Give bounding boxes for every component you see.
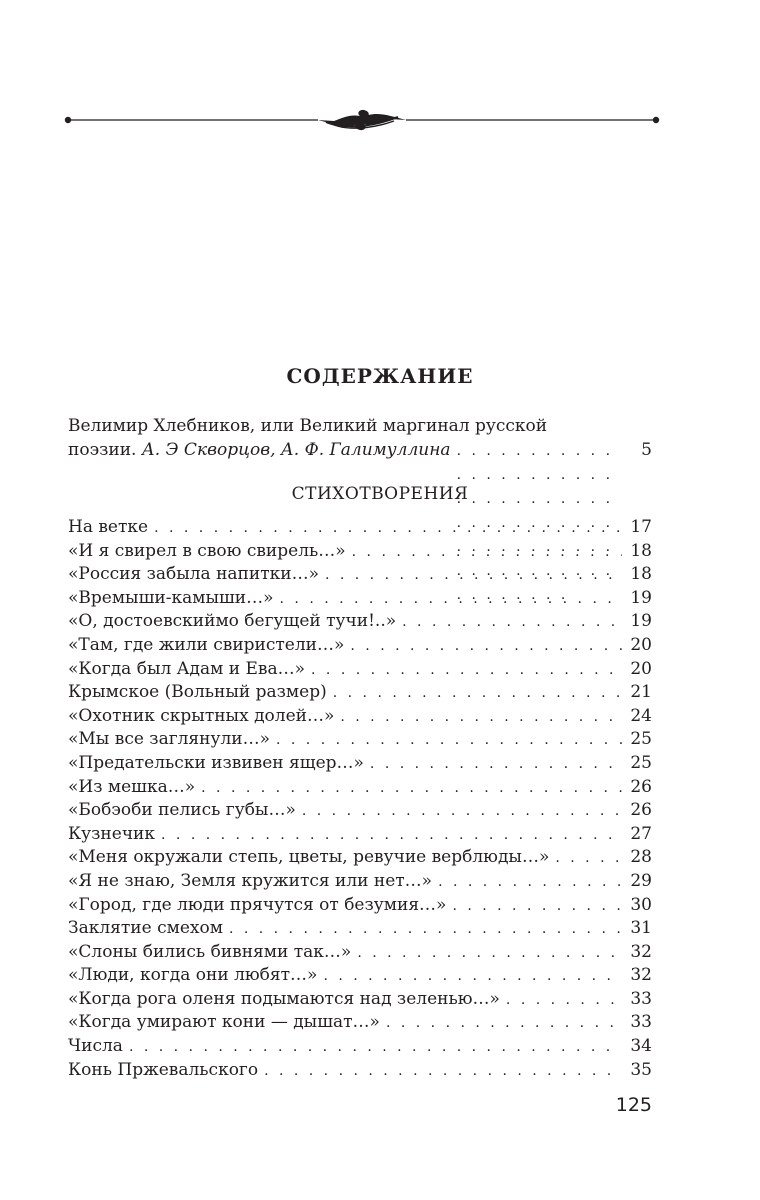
dot-leader	[350, 635, 622, 659]
dot-leader	[386, 1012, 622, 1036]
toc-entry-page: 25	[630, 752, 652, 773]
toc-entry[interactable]	[68, 870, 652, 894]
toc-entry-title: «Когда умирают кони — дышат…»	[68, 1012, 380, 1033]
toc-entry-title: «Когда рога оленя подымаются над зеленью…»	[68, 988, 500, 1009]
dot-leader	[280, 588, 622, 612]
toc-entry-page: 33	[630, 988, 652, 1009]
toc-entry[interactable]	[68, 823, 652, 847]
dot-leader	[229, 918, 622, 942]
toc-entry-title: Числа	[68, 1036, 123, 1057]
toc-entry[interactable]	[68, 846, 652, 870]
page-title: СОДЕРЖАНИЕ	[286, 364, 474, 388]
toc-entry[interactable]	[68, 752, 652, 776]
toc-entry-title: «Бобэоби пелись губы…»	[68, 800, 296, 821]
page-number: 125	[615, 1094, 652, 1116]
toc-entry-title: Крымское (Вольный размер)	[68, 682, 327, 703]
toc-entry-title: «Слоны бились бивнями так…»	[68, 941, 352, 962]
toc-entry[interactable]	[68, 776, 652, 800]
toc-entry-page: 18	[630, 540, 652, 561]
toc-entry-page: 32	[630, 941, 652, 962]
dot-leader	[161, 824, 622, 848]
toc-entry-page: 26	[630, 800, 652, 821]
dot-leader	[370, 753, 622, 777]
toc-entry-title: На ветке	[68, 517, 149, 537]
dot-leader	[340, 706, 622, 730]
dot-leader	[264, 1060, 622, 1084]
toc-entry[interactable]	[68, 988, 652, 1012]
dot-leader	[311, 659, 622, 683]
dot-leader	[438, 871, 622, 895]
dot-leader	[333, 682, 622, 706]
toc-entry-title: «Из мешка…»	[68, 776, 196, 797]
toc-entry-page: 18	[630, 564, 652, 585]
toc-entry-page: 33	[630, 1012, 652, 1033]
toc-entry-title: «Охотник скрытных долей…»	[68, 705, 335, 726]
dot-leader	[506, 989, 622, 1013]
toc-entry-page: 20	[630, 634, 652, 655]
toc-entry-page: 19	[630, 611, 652, 632]
intro-line-1: Велимир Хлебников, или Великий маргинал русской	[68, 416, 548, 436]
toc-entry[interactable]	[68, 1011, 652, 1035]
toc-entry-page: 30	[630, 894, 652, 915]
toc-entry[interactable]	[68, 563, 652, 587]
dot-leader	[555, 847, 622, 871]
toc-entry[interactable]	[68, 516, 652, 540]
toc-entry[interactable]	[68, 728, 652, 752]
toc-entry-page: 27	[630, 823, 652, 844]
toc-entry-title: «Мы все заглянули…»	[68, 729, 270, 750]
toc-entry-page: 17	[630, 517, 652, 537]
dot-leader	[352, 541, 622, 565]
toc-entry-page: 26	[630, 776, 652, 797]
toc-entry-page: 25	[630, 729, 652, 750]
intro-authors: А. Э Скворцов, А. Ф. Галимуллина	[141, 440, 451, 460]
dot-leader	[452, 895, 622, 919]
toc-entry[interactable]	[68, 941, 652, 965]
toc-entry-title: «Я не знаю, Земля кружится или нет…»	[68, 870, 433, 891]
toc-entry-title: «Меня окружали степь, цветы, ревучие верблюды…»	[68, 847, 550, 868]
toc-entry[interactable]	[68, 1059, 652, 1083]
dot-leader	[325, 564, 622, 588]
toc-entry-page: 29	[630, 870, 652, 891]
toc-entry-page: 32	[630, 965, 652, 986]
dot-leader	[276, 729, 622, 753]
toc-entry-title: «Люди, когда они любят…»	[68, 965, 318, 986]
toc-entry-title: Заклятие смехом	[68, 918, 223, 939]
toc-entry-title: «И я свирел в свою свирель…»	[68, 540, 346, 561]
dot-leader	[357, 942, 622, 966]
intro-line-2-text: поэзии.	[68, 440, 137, 460]
toc-entry[interactable]	[68, 894, 652, 918]
toc-list	[68, 516, 652, 1082]
toc-entry[interactable]	[68, 964, 652, 988]
toc-entry[interactable]	[68, 658, 652, 682]
toc-entry[interactable]	[68, 705, 652, 729]
toc-entry-title: «Времыши-камыши…»	[68, 587, 274, 608]
toc-entry[interactable]	[68, 634, 652, 658]
toc-entry[interactable]	[68, 1035, 652, 1059]
toc-entry-title: «Там, где жили свиристели…»	[68, 634, 345, 655]
intro-page-number: 5	[641, 440, 652, 460]
toc-entry[interactable]	[68, 610, 652, 634]
toc-entry-title: «Предательски извивен ящер…»	[68, 752, 364, 773]
toc-entry-page: 35	[630, 1059, 652, 1080]
toc-entry-page: 19	[630, 587, 652, 608]
toc-entry[interactable]	[68, 917, 652, 941]
toc-entry[interactable]	[68, 681, 652, 705]
toc-entry-page: 24	[630, 705, 652, 726]
toc-entry-title: Кузнечик	[68, 823, 156, 844]
toc-entry[interactable]	[68, 540, 652, 564]
toc-entry-title: «О, достоевскиймо бегущей тучи!..»	[68, 611, 397, 632]
dot-leader	[302, 800, 622, 824]
toc-entry-title: «Россия забыла напитки…»	[68, 564, 319, 585]
toc-entry[interactable]	[68, 799, 652, 823]
toc-entry-title: Конь Пржевальского	[68, 1059, 259, 1080]
toc-entry-page: 20	[630, 658, 652, 679]
toc-entry-page: 34	[630, 1036, 652, 1057]
toc-entry-page: 21	[630, 682, 652, 703]
toc-entry-title: «Город, где люди прячутся от безумия…»	[68, 894, 447, 915]
dot-leader	[201, 777, 622, 801]
ornament-divider	[64, 104, 660, 136]
toc-entry-title: «Когда был Адам и Ева…»	[68, 658, 306, 679]
dot-leader	[154, 517, 622, 541]
toc-entry-page: 31	[630, 918, 652, 939]
dot-leader	[323, 965, 622, 989]
toc-entry[interactable]	[68, 587, 652, 611]
section-title: СТИХОТВОРЕНИЯ	[291, 484, 469, 504]
toc-entry-page: 28	[630, 847, 652, 868]
dot-leader	[402, 611, 622, 635]
dot-leader	[129, 1036, 622, 1060]
